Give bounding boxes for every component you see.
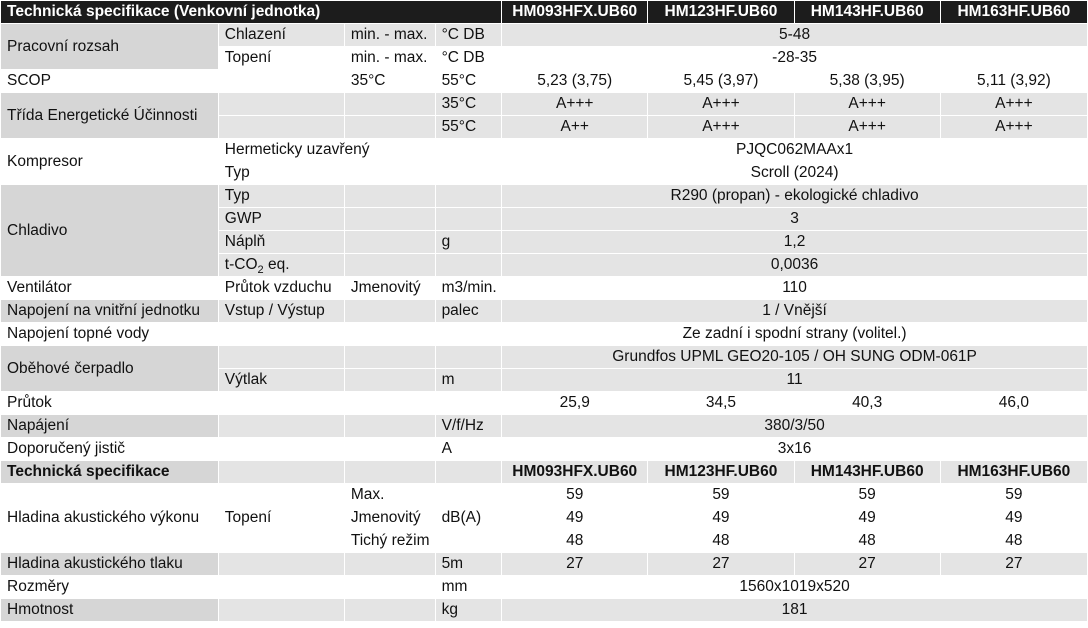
cell-value: 5,38 (3,95) xyxy=(794,70,940,93)
row-label-scop: SCOP xyxy=(1,70,219,93)
cell: Jmenovitý xyxy=(344,507,435,530)
cell-value: PJQC062MAAx1 xyxy=(502,139,1088,162)
table-row xyxy=(1,438,1088,461)
cell-value: 46,0 xyxy=(940,392,1087,415)
cell xyxy=(218,415,344,438)
cell: Průtok vzduchu xyxy=(218,277,344,300)
cell-value: 27 xyxy=(502,553,648,576)
cell xyxy=(218,599,344,622)
table-row xyxy=(1,346,1088,369)
cell xyxy=(344,576,435,599)
cell xyxy=(344,392,435,415)
cell xyxy=(344,300,435,323)
cell-value: Scroll (2024) xyxy=(502,162,1088,185)
co2-label-suffix: eq. xyxy=(263,256,290,273)
table-row xyxy=(1,392,1088,415)
cell: Topení xyxy=(218,484,344,553)
cell xyxy=(435,392,502,415)
cell: g xyxy=(435,231,502,254)
row-label-indoor-connection: Napojení na vnitřní jednotku xyxy=(1,300,219,323)
cell xyxy=(435,461,502,484)
cell-value: 48 xyxy=(648,530,794,553)
cell xyxy=(344,208,435,231)
cell: Chlazení xyxy=(218,24,344,47)
cell-value: 40,3 xyxy=(794,392,940,415)
cell: Max. xyxy=(344,484,435,507)
cell-value: 59 xyxy=(502,484,648,507)
cell xyxy=(218,392,344,415)
cell-value: 49 xyxy=(648,507,794,530)
cell xyxy=(344,553,435,576)
cell xyxy=(435,346,502,369)
cell-value: 27 xyxy=(794,553,940,576)
cell-value: Grundfos UPML GEO20-105 / OH SUNG ODM-061P xyxy=(502,346,1088,369)
cell: 35°C xyxy=(344,70,435,93)
cell: Tichý režim xyxy=(344,530,435,553)
cell: Typ xyxy=(218,185,344,208)
cell-value: 48 xyxy=(940,530,1087,553)
cell-value: 59 xyxy=(940,484,1087,507)
cell-value: A+++ xyxy=(648,93,794,116)
cell-value: R290 (propan) - ekologické chladivo xyxy=(502,185,1088,208)
cell: 55°C xyxy=(435,70,502,93)
cell: 5m xyxy=(435,553,502,576)
cell-value: A+++ xyxy=(940,93,1087,116)
cell: palec xyxy=(435,300,502,323)
cell: °C DB xyxy=(435,24,502,47)
cell xyxy=(344,415,435,438)
cell-value: 380/3/50 xyxy=(502,415,1088,438)
cell xyxy=(218,346,344,369)
row-label-heating-water: Napojení topné vody xyxy=(1,323,502,346)
cell: °C DB xyxy=(435,47,502,70)
row-label-dimensions: Rozměry xyxy=(1,576,219,599)
cell-value: Ze zadní i spodní strany (volitel.) xyxy=(502,323,1088,346)
cell: Hermeticky uzavřený xyxy=(218,139,501,162)
cell-value: 59 xyxy=(648,484,794,507)
cell: m3/min. xyxy=(435,277,502,300)
cell xyxy=(344,185,435,208)
cell: 35°C xyxy=(435,93,502,116)
cell-value: 34,5 xyxy=(648,392,794,415)
table-row xyxy=(1,277,1088,300)
cell: min. - max. xyxy=(344,47,435,70)
table-row xyxy=(1,484,1088,507)
cell-value: 48 xyxy=(794,530,940,553)
cell: Topení xyxy=(218,47,344,70)
cell-value: 25,9 xyxy=(502,392,648,415)
cell xyxy=(344,346,435,369)
cell-value: A+++ xyxy=(502,93,648,116)
cell-value: A+++ xyxy=(940,116,1087,139)
cell-value: 27 xyxy=(648,553,794,576)
cell xyxy=(218,70,344,93)
cell xyxy=(344,254,435,277)
cell: m xyxy=(435,369,502,392)
cell xyxy=(344,438,435,461)
cell-value: 49 xyxy=(940,507,1087,530)
table-row xyxy=(1,599,1088,622)
cell: Typ xyxy=(218,162,501,185)
cell xyxy=(218,116,344,139)
table-subheader-row xyxy=(1,461,1088,484)
cell-value: 1560x1019x520 xyxy=(502,576,1088,599)
cell-value: -28-35 xyxy=(502,47,1088,70)
row-label-energy-class: Třída Energetické Účinnosti xyxy=(1,93,219,139)
table-header-row xyxy=(1,1,1088,24)
cell-value: 3x16 xyxy=(502,438,1088,461)
cell-value: 110 xyxy=(502,277,1088,300)
cell xyxy=(218,576,344,599)
row-label-weight: Hmotnost xyxy=(1,599,219,622)
table-row xyxy=(1,553,1088,576)
cell: kg xyxy=(435,599,502,622)
cell-value: 48 xyxy=(502,530,648,553)
cell xyxy=(435,208,502,231)
cell: Jmenovitý xyxy=(344,277,435,300)
cell xyxy=(218,461,344,484)
table-row xyxy=(1,300,1088,323)
cell-value: A+++ xyxy=(794,93,940,116)
table-row xyxy=(1,139,1088,162)
table-row xyxy=(1,576,1088,599)
cell: mm xyxy=(435,576,502,599)
cell-value: 1,2 xyxy=(502,231,1088,254)
model-header: HM163HF.UB60 xyxy=(940,1,1087,24)
table-row xyxy=(1,93,1088,116)
table-row xyxy=(1,323,1088,346)
cell: Výtlak xyxy=(218,369,344,392)
table-title: Technická specifikace (Venkovní jednotka) xyxy=(1,1,502,24)
cell xyxy=(344,461,435,484)
row-label-operating-range: Pracovní rozsah xyxy=(1,24,219,70)
cell xyxy=(218,93,344,116)
cell: Náplň xyxy=(218,231,344,254)
co2-label-text: t-CO xyxy=(224,256,258,273)
cell-value: 5,11 (3,92) xyxy=(940,70,1087,93)
cell-value: A+++ xyxy=(648,116,794,139)
cell: Vstup / Výstup xyxy=(218,300,344,323)
table-row xyxy=(1,70,1088,93)
row-label-breaker: Doporučený jistič xyxy=(1,438,219,461)
cell-value: A+++ xyxy=(794,116,940,139)
cell-value: 11 xyxy=(502,369,1088,392)
row-label-sound-pressure: Hladina akustického tlaku xyxy=(1,553,219,576)
cell-value: 49 xyxy=(502,507,648,530)
table-row xyxy=(1,24,1088,47)
cell: min. - max. xyxy=(344,24,435,47)
cell: dB(A) xyxy=(435,484,502,553)
table-row xyxy=(1,415,1088,438)
model-header: HM143HF.UB60 xyxy=(794,1,940,24)
cell-co2-label xyxy=(218,254,344,277)
cell xyxy=(218,553,344,576)
cell xyxy=(344,599,435,622)
cell-value: 3 xyxy=(502,208,1088,231)
table-subtitle: Technická specifikace xyxy=(1,461,219,484)
cell-value: 59 xyxy=(794,484,940,507)
row-label-compressor: Kompresor xyxy=(1,139,219,185)
model-header: HM143HF.UB60 xyxy=(794,461,940,484)
cell: GWP xyxy=(218,208,344,231)
cell xyxy=(344,231,435,254)
cell: 55°C xyxy=(435,116,502,139)
cell-value: 27 xyxy=(940,553,1087,576)
cell: A xyxy=(435,438,502,461)
cell xyxy=(344,369,435,392)
table-row xyxy=(1,185,1088,208)
model-header: HM123HF.UB60 xyxy=(648,461,794,484)
model-header: HM093HFX.UB60 xyxy=(502,1,648,24)
cell-value: 1 / Vnější xyxy=(502,300,1088,323)
cell xyxy=(344,116,435,139)
cell-value: A++ xyxy=(502,116,648,139)
cell: V/f/Hz xyxy=(435,415,502,438)
row-label-sound-power: Hladina akustického výkonu xyxy=(1,484,219,553)
model-header: HM163HF.UB60 xyxy=(940,461,1087,484)
cell-value: 5-48 xyxy=(502,24,1088,47)
row-label-fan: Ventilátor xyxy=(1,277,219,300)
cell xyxy=(435,185,502,208)
model-header: HM123HF.UB60 xyxy=(648,1,794,24)
cell xyxy=(435,254,502,277)
co2-subscript: 2 xyxy=(257,264,264,277)
cell-value: 5,45 (3,97) xyxy=(648,70,794,93)
cell-value: 5,23 (3,75) xyxy=(502,70,648,93)
cell-value: 181 xyxy=(502,599,1088,622)
model-header: HM093HFX.UB60 xyxy=(502,461,648,484)
cell xyxy=(218,438,344,461)
cell-value: 0,0036 xyxy=(502,254,1088,277)
row-label-flow: Průtok xyxy=(1,392,219,415)
row-label-refrigerant: Chladivo xyxy=(1,185,219,277)
cell-value: 49 xyxy=(794,507,940,530)
cell xyxy=(344,93,435,116)
row-label-power: Napájení xyxy=(1,415,219,438)
row-label-pump: Oběhové čerpadlo xyxy=(1,346,219,392)
